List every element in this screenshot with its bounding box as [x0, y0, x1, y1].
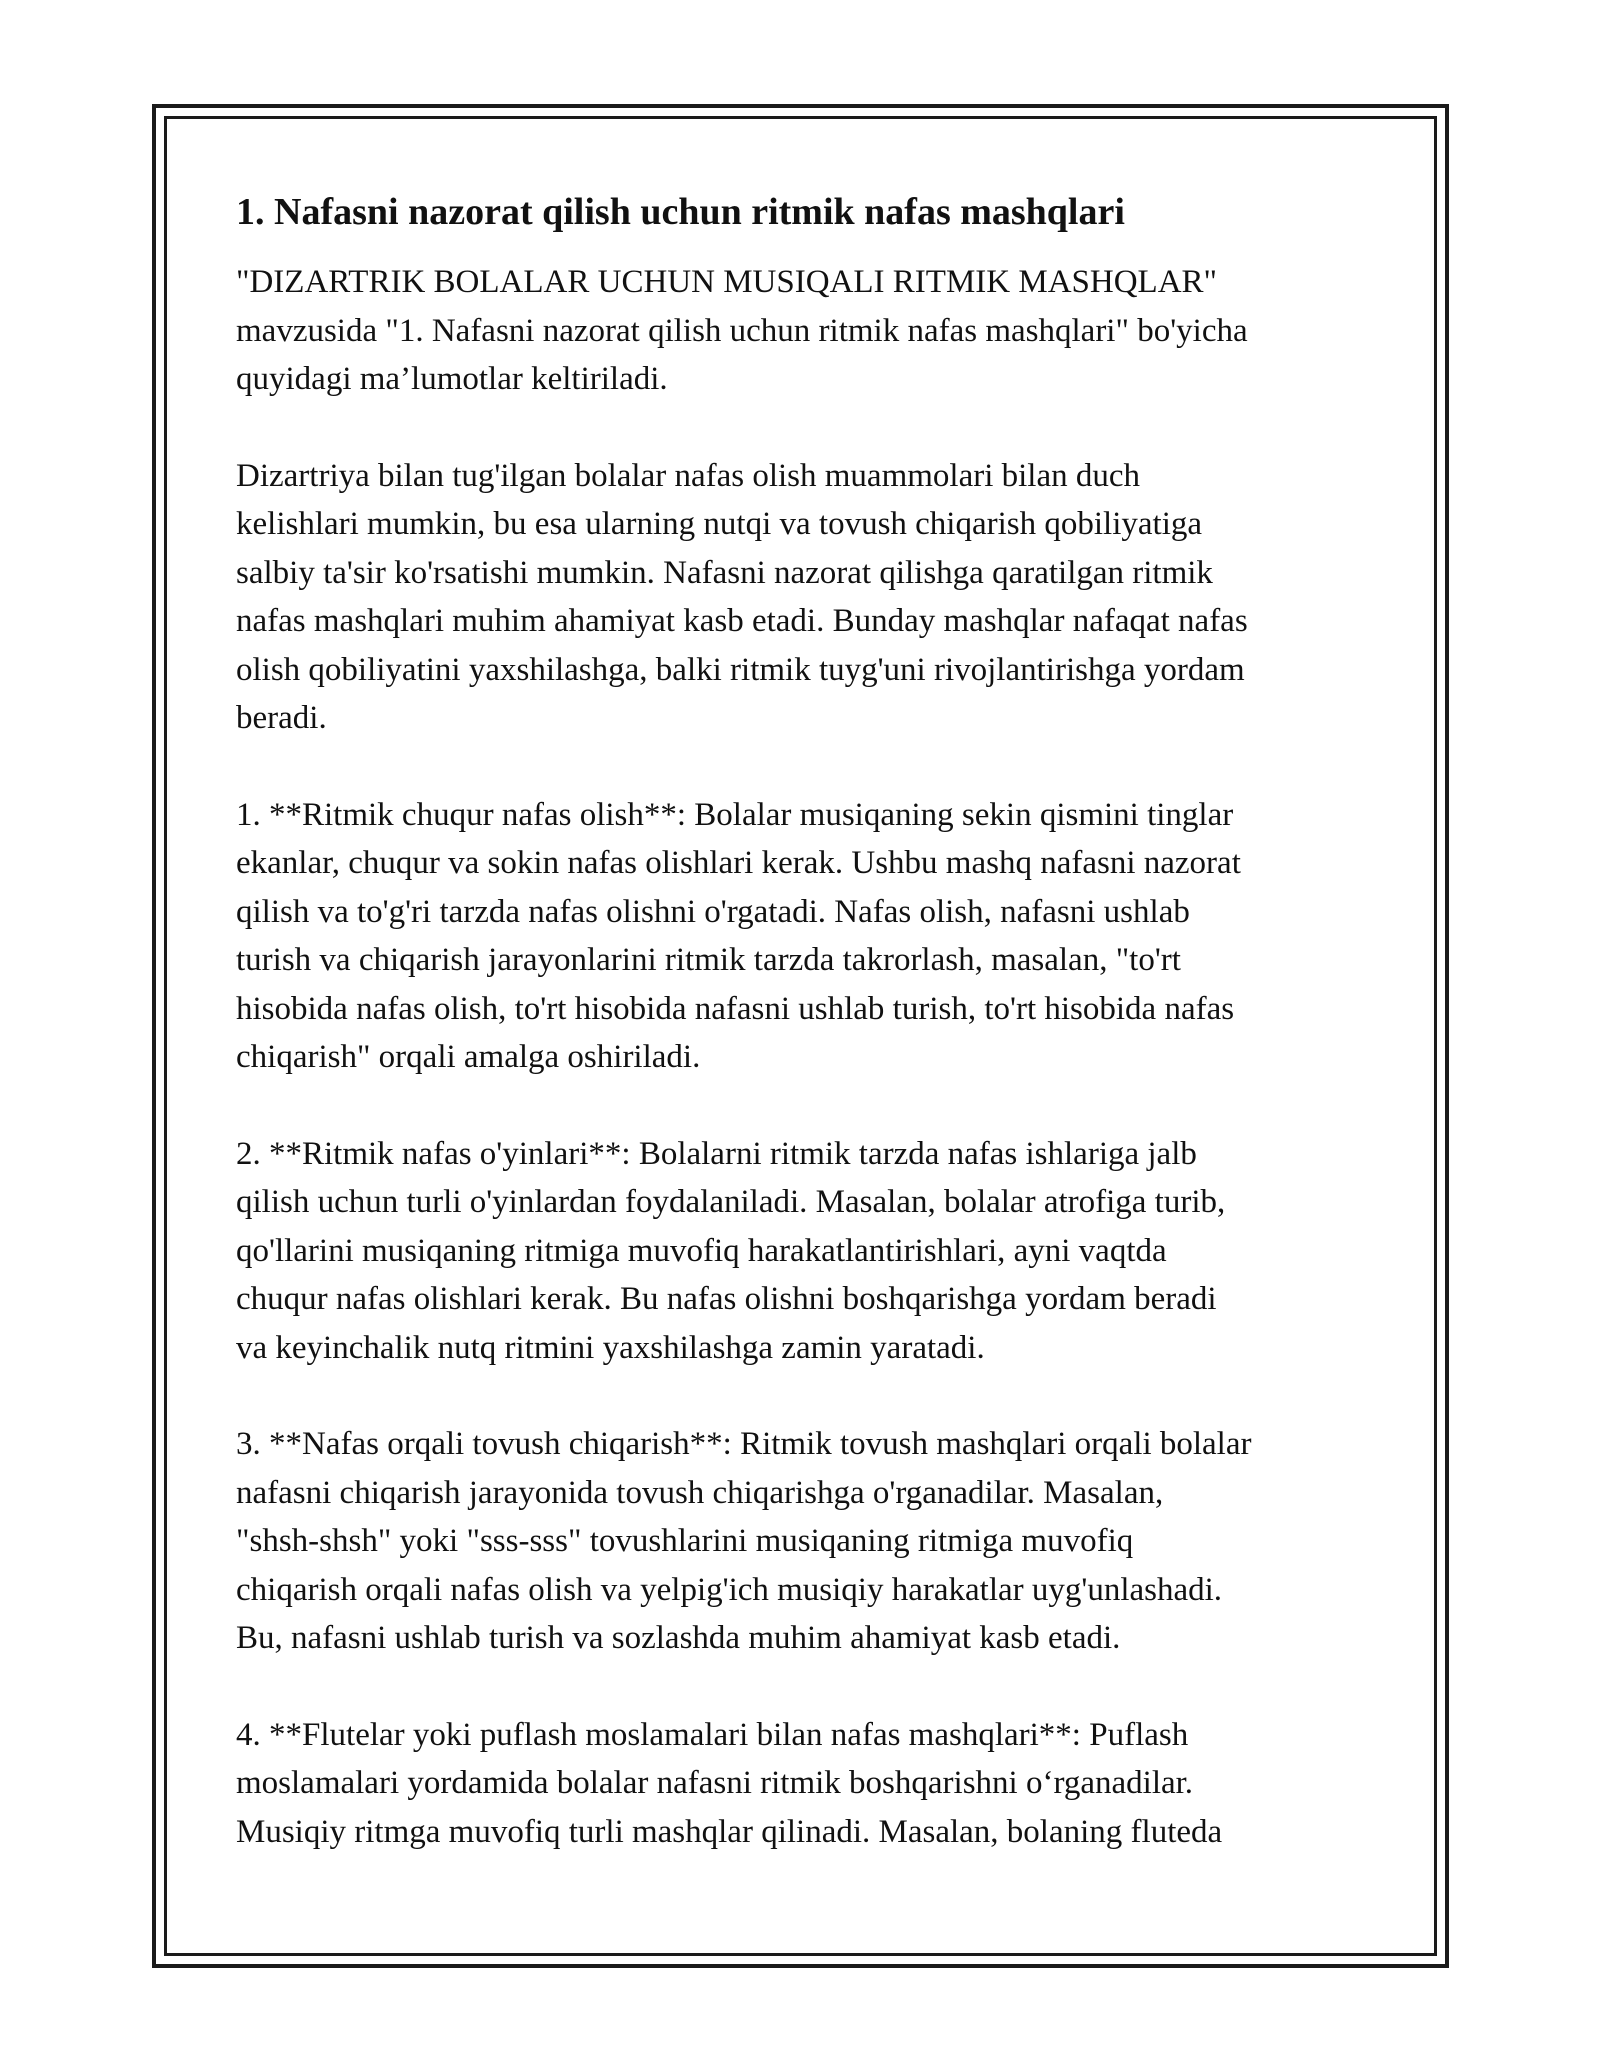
text-line: qilish va to'g'ri tarzda nafas olishni o'rgatadi. Nafas olish, nafasni ushlab	[236, 893, 1190, 930]
text-line: va keyinchalik nutq ritmini yaxshilashga zamin yaratadi.	[236, 1329, 985, 1366]
text-line: qo'llarini musiqaning ritmiga muvofiq harakatlantirishlari, ayni vaqtda	[236, 1232, 1167, 1269]
section-heading: 1. Nafasni nazorat qilish uchun ritmik nafas mashqlari	[236, 191, 1125, 233]
text-line: Musiqiy ritmga muvofiq turli mashqlar qilinadi. Masalan, bolaning fluteda	[236, 1813, 1223, 1850]
exercise-2-paragraph	[236, 1130, 1386, 1373]
text-line: Bu, nafasni ushlab turish va sozlashda muhim ahamiyat kasb etadi.	[236, 1620, 1121, 1656]
text-line: chuqur nafas olishlari kerak. Bu nafas olishni boshqarishga yordam beradi	[236, 1281, 1217, 1317]
text-line: quyidagi ma’lumotlar keltiriladi.	[236, 361, 668, 397]
text-line: mavzusida "1. Nafasni nazorat qilish uchun ritmik nafas mashqlari" bo'yicha	[236, 312, 1248, 349]
text-line: nafasni chiqarish jarayonida tovush chiqarishga o'rganadilar. Masalan,	[236, 1474, 1164, 1511]
text-line: "shsh-shsh" yoki "sss-sss" tovushlarini musiqaning ritmiga muvofiq	[236, 1523, 1134, 1559]
text-line: olish qobiliyatini yaxshilashga, balki ritmik tuyg'uni rivojlantirishga yordam	[236, 651, 1245, 688]
text-line: 4. **Flutelar yoki puflash moslamalari bilan nafas mashqlari**: Puflash	[236, 1716, 1189, 1753]
text-line: moslamalari yordamida bolalar nafasni ritmik boshqarishni o‘rganadilar.	[236, 1765, 1194, 1801]
text-line: "DIZARTRIK BOLALAR UCHUN MUSIQALI RITMIK MASHQLAR"	[236, 264, 1218, 300]
text-line: 2. **Ritmik nafas o'yinlari**: Bolalarni ritmik tarzda nafas ishlariga jalb	[236, 1135, 1197, 1172]
text-line: kelishlari mumkin, bu esa ularning nutqi va tovush chiqarish qobiliyatiga	[236, 506, 1203, 542]
document-body	[236, 188, 1386, 1904]
text-line: 3. **Nafas orqali tovush chiqarish**: Ritmik tovush mashqlari orqali bolalar	[236, 1426, 1252, 1462]
text-line: 1. **Ritmik chuqur nafas olish**: Bolalar musiqaning sekin qismini tinglar	[236, 796, 1234, 833]
text-line: ekanlar, chuqur va sokin nafas olishlari kerak. Ushbu mashq nafasni nazorat	[236, 845, 1241, 881]
text-line: salbiy ta'sir ko'rsatishi mumkin. Nafasni nazorat qilishga qaratilgan ritmik	[236, 554, 1213, 591]
text-line: chiqarish" orqali amalga oshiriladi.	[236, 1039, 701, 1075]
text-line: Dizartriya bilan tug'ilgan bolalar nafas olish muammolari bilan duch	[236, 457, 1141, 494]
exercise-1-paragraph	[236, 791, 1386, 1082]
intro-paragraph	[236, 258, 1386, 404]
text-line: chiqarish orqali nafas olish va yelpig'ich musiqiy harakatlar uyg'unlashadi.	[236, 1571, 1223, 1608]
text-line: qilish uchun turli o'yinlardan foydalaniladi. Masalan, bolalar atrofiga turib,	[236, 1184, 1226, 1220]
exercise-3-paragraph	[236, 1420, 1386, 1663]
text-line: beradi.	[236, 700, 327, 736]
overview-paragraph	[236, 452, 1386, 743]
text-line: hisobida nafas olish, to'rt hisobida nafasni ushlab turish, to'rt hisobida nafas	[236, 990, 1235, 1027]
text-line: turish va chiqarish jarayonlarini ritmik tarzda takrorlash, masalan, "to'rt	[236, 942, 1181, 978]
text-line: nafas mashqlari muhim ahamiyat kasb etadi. Bunday mashqlar nafaqat nafas	[236, 603, 1248, 639]
exercise-4-paragraph	[236, 1711, 1386, 1857]
